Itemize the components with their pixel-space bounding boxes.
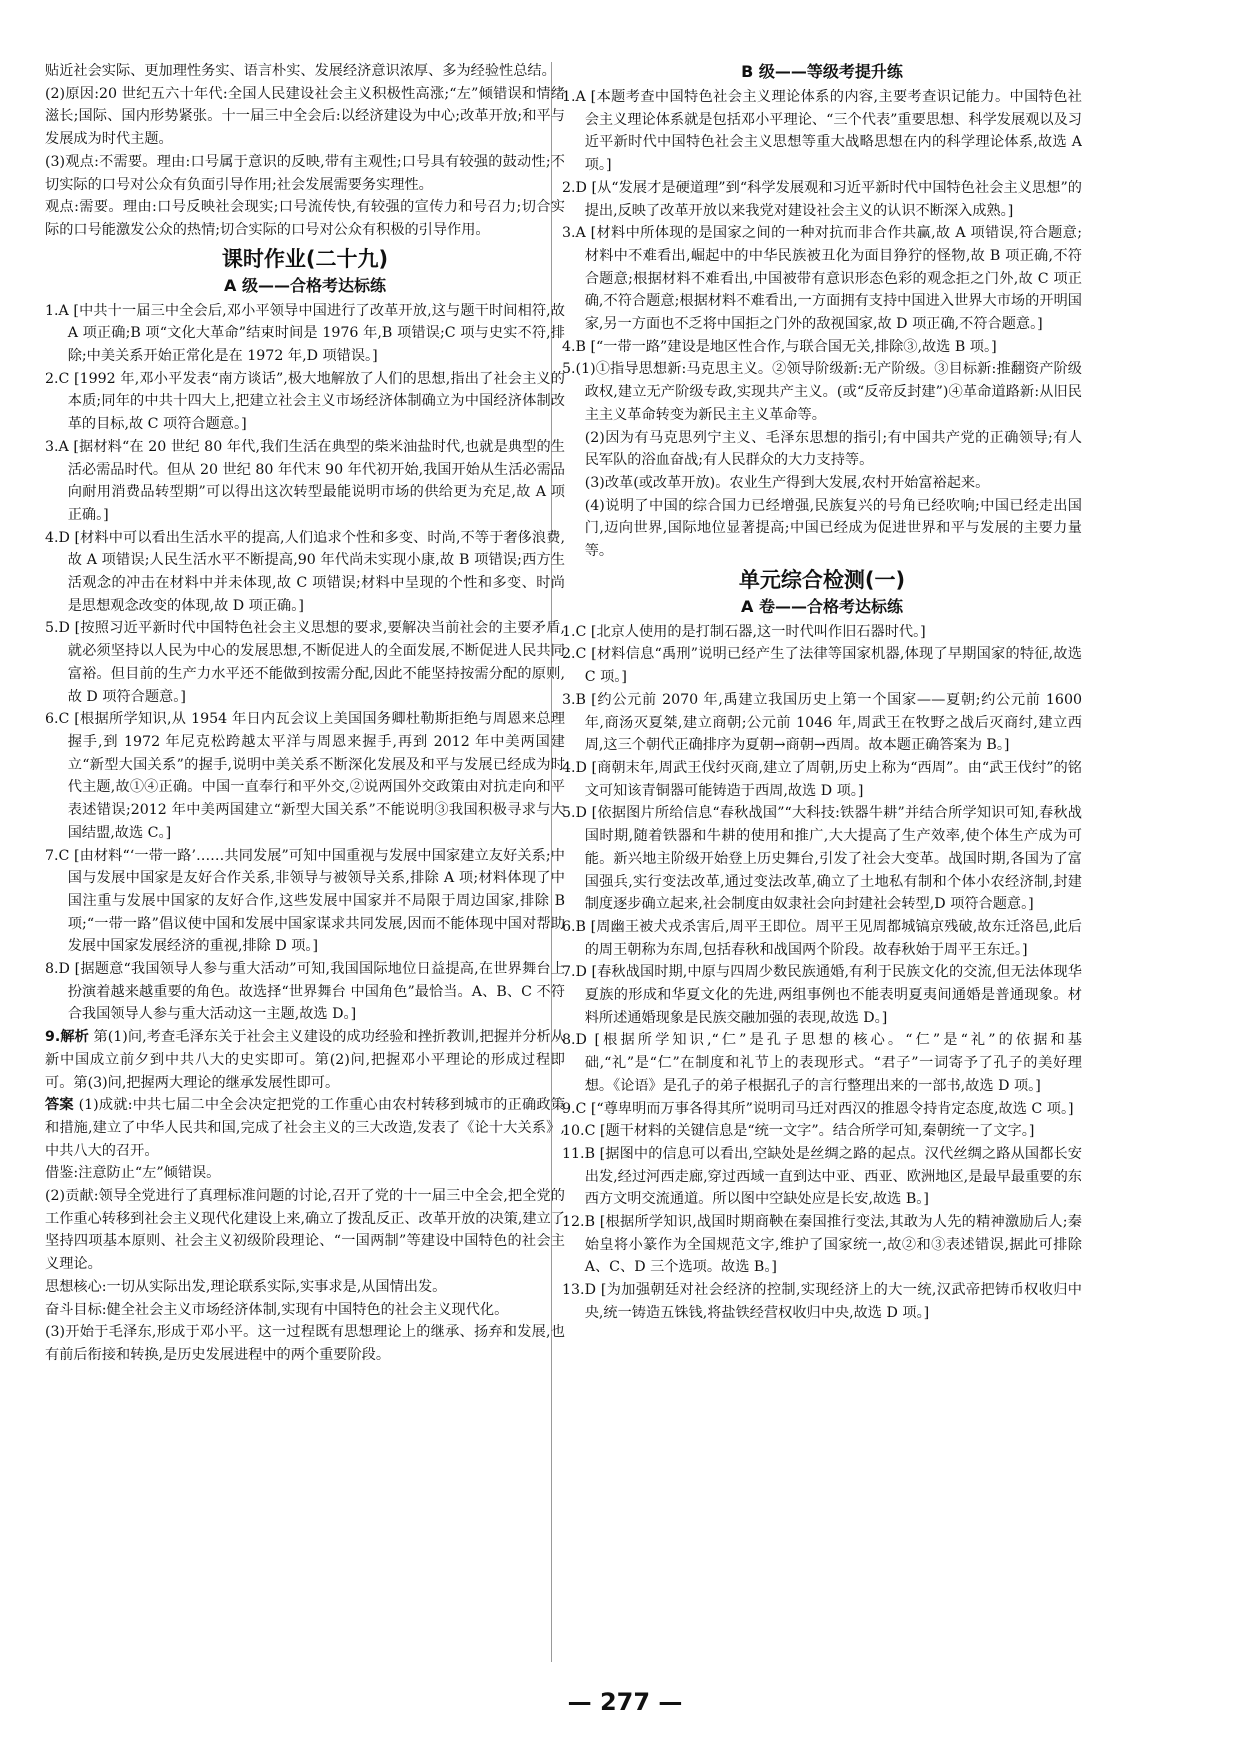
answer-item: 11.B [据图中的信息可以看出,空缺处是丝绸之路的起点。汉代丝绸之路从国都长安出发,经过河西走廊,穿过西域一直到达中亚、西亚、欧洲地区,是最早最重要的东西方文明交流通道。所以图中空缺处应是长安,故选 B。] <box>562 1145 1082 1208</box>
answer-item: 7.D [春秋战国时期,中原与四周少数民族通婚,有利于民族文化的交流,但无法体现华夏族的形成和华夏文化的先进,两组事例也不能表明夏夷间通婚是普通现象。材料所述通婚现象是民族交融加强的表现,故选 D。] <box>562 964 1082 1026</box>
q9-analysis <box>45 1026 565 1094</box>
q5-para: (3)改革(或改革开放)。农业生产得到大发展,农村开始富裕起来。 <box>584 474 990 491</box>
answer-item: 1.A [本题考查中国特色社会主义理论体系的内容,主要考查识记能力。中国特色社会主义理论体系就是包括邓小平理论、“三个代表”重要思想、科学发展观以及习近平新时代中国特色社会主义思想等重大战略思想在内的科学理论体系,故选 A 项。] <box>562 89 1082 174</box>
q5-para: (2)因为有马克思列宁主义、毛泽东思想的指引;有中国共产党的正确领导;有人民军队的浴血奋战;有人民群众的大力支持等。 <box>584 429 1082 469</box>
answer-item: 7.C [由材料“‘一带一路’……共同发展”可知中国重视与发展中国家建立友好关系;中国与发展中国家是友好合作关系,非领导与被领导关系,排除 A 项;材料体现了中国注重与发展中国家的友好合作,这些发展中国家并不局限于周边国家,排除 B 项;“一带一路”倡议使中国和发展中国家谋求共同发展,因而不能体现中国对帮助发展中国家发展经济的重视,排除 D 项。] <box>45 847 565 955</box>
q9-para: (3)开始于毛泽东,形成于邓小平。这一过程既有思想理论上的继承、扬弃和发展,也有前后衔接和转换,是历史发展进程中的两个重要阶段。 <box>45 1324 565 1363</box>
answer-item: 6.B [周幽王被犬戎杀害后,周平王即位。周平王见周都城镐京残破,故东迁洛邑,此后的周王朝称为东周,包括春秋和战国两个阶段。故春秋始于周平王东迁。] <box>562 918 1082 958</box>
left-column <box>45 60 565 1660</box>
answer-item: 4.D [商朝末年,周武王伐纣灭商,建立了周朝,历史上称为“西周”。由“武王伐纣”的铭文可知该青铜器可能铸造于西周,故选 D 项。] <box>562 759 1082 799</box>
answer-item: 9.C [“尊卑明而万事各得其所”说明司马迁对西汉的推恩令持肯定态度,故选 C 项。] <box>562 1100 1074 1117</box>
answer-item: 8.D [根据所学知识,“仁”是孔子思想的核心。“仁”是“礼”的依据和基础,“礼”是“仁”在制度和礼节上的表现形式。“君子”一词寄予了孔子的美好理想。《论语》是孔子的弟子根据孔子的言行整理出来的一部书,故选 D 项。] <box>562 1032 1082 1094</box>
answer-item: 2.C [1992 年,邓小平发表“南方谈话”,极大地解放了人们的思想,指出了社会主义的本质;同年的中共十四大上,把建立社会主义市场经济体制确立为中国经济体制改革的目标,故 C 项符合题意。] <box>45 370 565 433</box>
q9-para: 借鉴:注意防止“左”倾错误。 <box>45 1165 221 1182</box>
q9-para: 思想核心:一切从实际出发,理论联系实际,实事求是,从国情出发。 <box>45 1278 447 1295</box>
q9-label: 9.解析 <box>45 1029 89 1046</box>
intro-para-3: (3)观点:不需要。理由:口号属于意识的反映,带有主观性;口号具有较强的鼓动性;不切实际的口号对公众有负面引导作用;社会发展需要务实理性。 <box>45 153 565 193</box>
answer-item: 5.D [按照习近平新时代中国特色社会主义思想的要求,要解决当前社会的主要矛盾,就必须坚持以人民为中心的发展思想,不断促进人的全面发展,不断促进人民共同富裕。但目前的生产力水平还不能做到按需分配,因此不能坚持按需分配的原则,故 D 项符合题意。] <box>45 620 565 705</box>
intro-para-4: 观点:需要。理由:口号反映社会现实;口号流传快,有较强的宣传力和号召力;切合实际的口号能激发公众的热情;切合实际的口号对公众有积极的引导作用。 <box>45 199 565 238</box>
q9-para: (2)贡献:领导全党进行了真理标准问题的讨论,召开了党的十一届三中全会,把全党的工作重心转移到社会主义现代化建设上来,确立了拨乱反正、改革开放的决策,建立了坚持四项基本原则、社会主义初级阶段理论、“一国两制”等建设中国特色的社会主义理论。 <box>45 1188 565 1273</box>
answer-item: 3.A [材料中所体现的是国家之间的一种对抗而非合作共赢,故 A 项错误,符合题意;材料中不难看出,崛起中的中华民族被丑化为面目狰狞的怪物,故 B 项正确,不符合题意;根据材料不难看出,中国被带有意识形态色彩的观念拒之门外,故 C 项正确,不符合题意;根据材料不难看出,一方面拥有支持中国进入世界大市场的开明国家,另一方面也不乏将中国拒之门外的敌视国家,故 D 项正确,不符合题意。] <box>562 225 1082 333</box>
page-number: — 277 — <box>567 1688 683 1716</box>
q9-para: 奋斗目标:健全社会主义市场经济体制,实现有中国特色的社会主义现代化。 <box>45 1301 509 1318</box>
q9-answer-text: (1)成就:中共七届二中全会决定把党的工作重心由农村转移到城市的正确政策和措施,建立了中华人民共和国,完成了社会主义的三大改造,发表了《论十大关系》,中共八大的召开。 <box>45 1097 565 1159</box>
unit-title: 单元综合检测(一) <box>738 567 906 592</box>
paper-a-title: A 卷——合格考达标练 <box>741 596 903 616</box>
answer-item: 12.B [根据所学知识,战国时期商鞅在秦国推行变法,其敢为人先的精神激励后人;秦始皇将小篆作为全国规范文字,维护了国家统一,故②和③表述错误,据此可排除 A、C、D 三个选项。故选 B。] <box>562 1214 1082 1276</box>
answer-item: 2.C [材料信息“禹刑”说明已经产生了法律等国家机器,体现了早期国家的特征,故选 C 项。] <box>562 646 1082 686</box>
q9-analysis-text: 第(1)问,考查毛泽东关于社会主义建设的成功经验和挫折教训,把握并分析从新中国成立前夕到中共八大的史实即可。第(2)问,把握邓小平理论的形成过程即可。第(3)问,把握两大理论的继承发展性即可。 <box>45 1029 565 1091</box>
answer-item: 4.D [材料中可以看出生活水平的提高,人们追求个性和多变、时尚,不等于奢侈浪费,故 A 项错误;人民生活水平不断提高,90 年代尚未实现小康,故 B 项错误;西方生活观念的冲击在材料中并未体现,故 C 项错误;材料中呈现的个性和多变、时尚是思想观念改变的体现,故 D 项正确。] <box>45 529 565 614</box>
answer-item: 3.A [据材料“在 20 世纪 80 年代,我们生活在典型的柴米油盐时代,也就是典型的生活必需品时代。但从 20 世纪 80 年代末 90 年代初开始,我国开始从生活必需品向耐用消费品转型期”可以得出这次转型最能说明市场的供给更为充足,故 A 项正确。] <box>45 438 565 523</box>
q5-para: 5.(1)①指导思想新:马克思主义。②领导阶级新:无产阶级。③目标新:推翻资产阶级政权,建立无产阶级专政,实现共产主义。(或“反帝反封建”)④革命道路新:从旧民主主义革命转变为新民主主义革命等。 <box>562 361 1082 423</box>
answer-item: 6.C [根据所学知识,从 1954 年日内瓦会议上美国国务卿杜勒斯拒绝与周恩来总理握手,到 1972 年尼克松跨越太平洋与周恩来握手,再到 2012 年中美两国建立“新型大国关系”的握手,说明中美关系不断深化发展及和平与发展已经成为时代主题,故①④正确。中国一直奉行和平外交,②说两国外交政策由对抗走向和平表述错误;2012 年中美两国建立“新型大国关系”不能说明③我国积极寻求与大国结盟,故选 C。] <box>45 711 565 841</box>
intro-para-2: (2)原因:20 世纪五六十年代:全国人民建设社会主义积极性高涨;“左”倾错误和情绪滋长;国际、国内形势紧张。十一届三中全会后:以经济建设为中心;改革开放;和平与发展成为时代主题。 <box>45 85 565 148</box>
answer-item: 10.C [题干材料的关键信息是“统一文字”。结合所学可知,秦朝统一了文字。] <box>562 1123 1035 1140</box>
answer-item: 13.D [为加强朝廷对社会经济的控制,实现经济上的大一统,汉武帝把铸币权收归中央,统一铸造五铢钱,将盐铁经营权收归中央,故选 D 项。] <box>562 1282 1082 1321</box>
answer-item: 1.A [中共十一届三中全会后,邓小平领导中国进行了改革开放,这与题干时间相符,故 A 项正确;B 项“文化大革命”结束时间是 1976 年,B 项错误;C 项与史实不符,排除;中美关系开始正常化是在 1972 年,D 项错误。] <box>45 302 565 365</box>
section-title: 课时作业(二十九) <box>221 246 389 271</box>
answer-item: 1.C [北京人使用的是打制石器,这一时代叫作旧石器时代。] <box>562 623 926 640</box>
level-a-title: A 级——合格考达标练 <box>224 275 386 295</box>
level-b-title: B 级——等级考提升练 <box>741 62 903 81</box>
right-column <box>562 60 1082 1660</box>
answer-item: 5.D [依据图片所给信息“春秋战国”“大科技:铁器牛耕”并结合所学知识可知,春秋战国时期,随着铁器和牛耕的使用和推广,大大提高了生产效率,使个体生产成为可能。新兴地主阶级开始登上历史舞台,引发了社会大变革。战国时期,各国为了富国强兵,实行变法改革,通过变法改革,确立了土地私有制和个体小农经济制,封建制度逐步确立起来,社会制度由奴隶社会向封建社会转型,D 项符合题意。] <box>562 805 1082 913</box>
answer-item: 4.B [“一带一路”建设是地区性合作,与联合国无关,排除③,故选 B 项。] <box>562 338 997 355</box>
page-number-value: 277 <box>599 1688 651 1716</box>
q9-answer <box>45 1094 565 1162</box>
answer-item: 8.D [据题意“我国领导人参与重大活动”可知,我国国际地位日益提高,在世界舞台上扮演着越来越重要的角色。故选择“世界舞台 中国角色”最恰当。A、B、C 不符合我国领导人参与重大活动这一主题,故选 D。] <box>45 961 565 1023</box>
answer-item: 3.B [约公元前 2070 年,禹建立我国历史上第一个国家——夏朝;约公元前 1600 年,商汤灭夏桀,建立商朝;公元前 1046 年,周武王在牧野之战后灭商纣,建立西周,这三个朝代正确排序为夏朝→商朝→西周。故本题正确答案为 B。] <box>562 691 1082 754</box>
q5-para: (4)说明了中国的综合国力已经增强,民族复兴的号角已经吹响;中国已经走出国门,迈向世界,国际地位显著提高;中国已经成为促进世界和平与发展的主要力量等。 <box>584 497 1082 560</box>
intro-para-1: 贴近社会实际、更加理性务实、语言朴实、发展经济意识浓厚、多为经验性总结。 <box>45 63 556 79</box>
answer-item: 2.D [从“发展才是硬道理”到“科学发展观和习近平新时代中国特色社会主义思想”的提出,反映了改革开放以来我党对建设社会主义的认识不断深入成熟。] <box>562 179 1082 219</box>
answer-label: 答案 <box>45 1097 74 1114</box>
